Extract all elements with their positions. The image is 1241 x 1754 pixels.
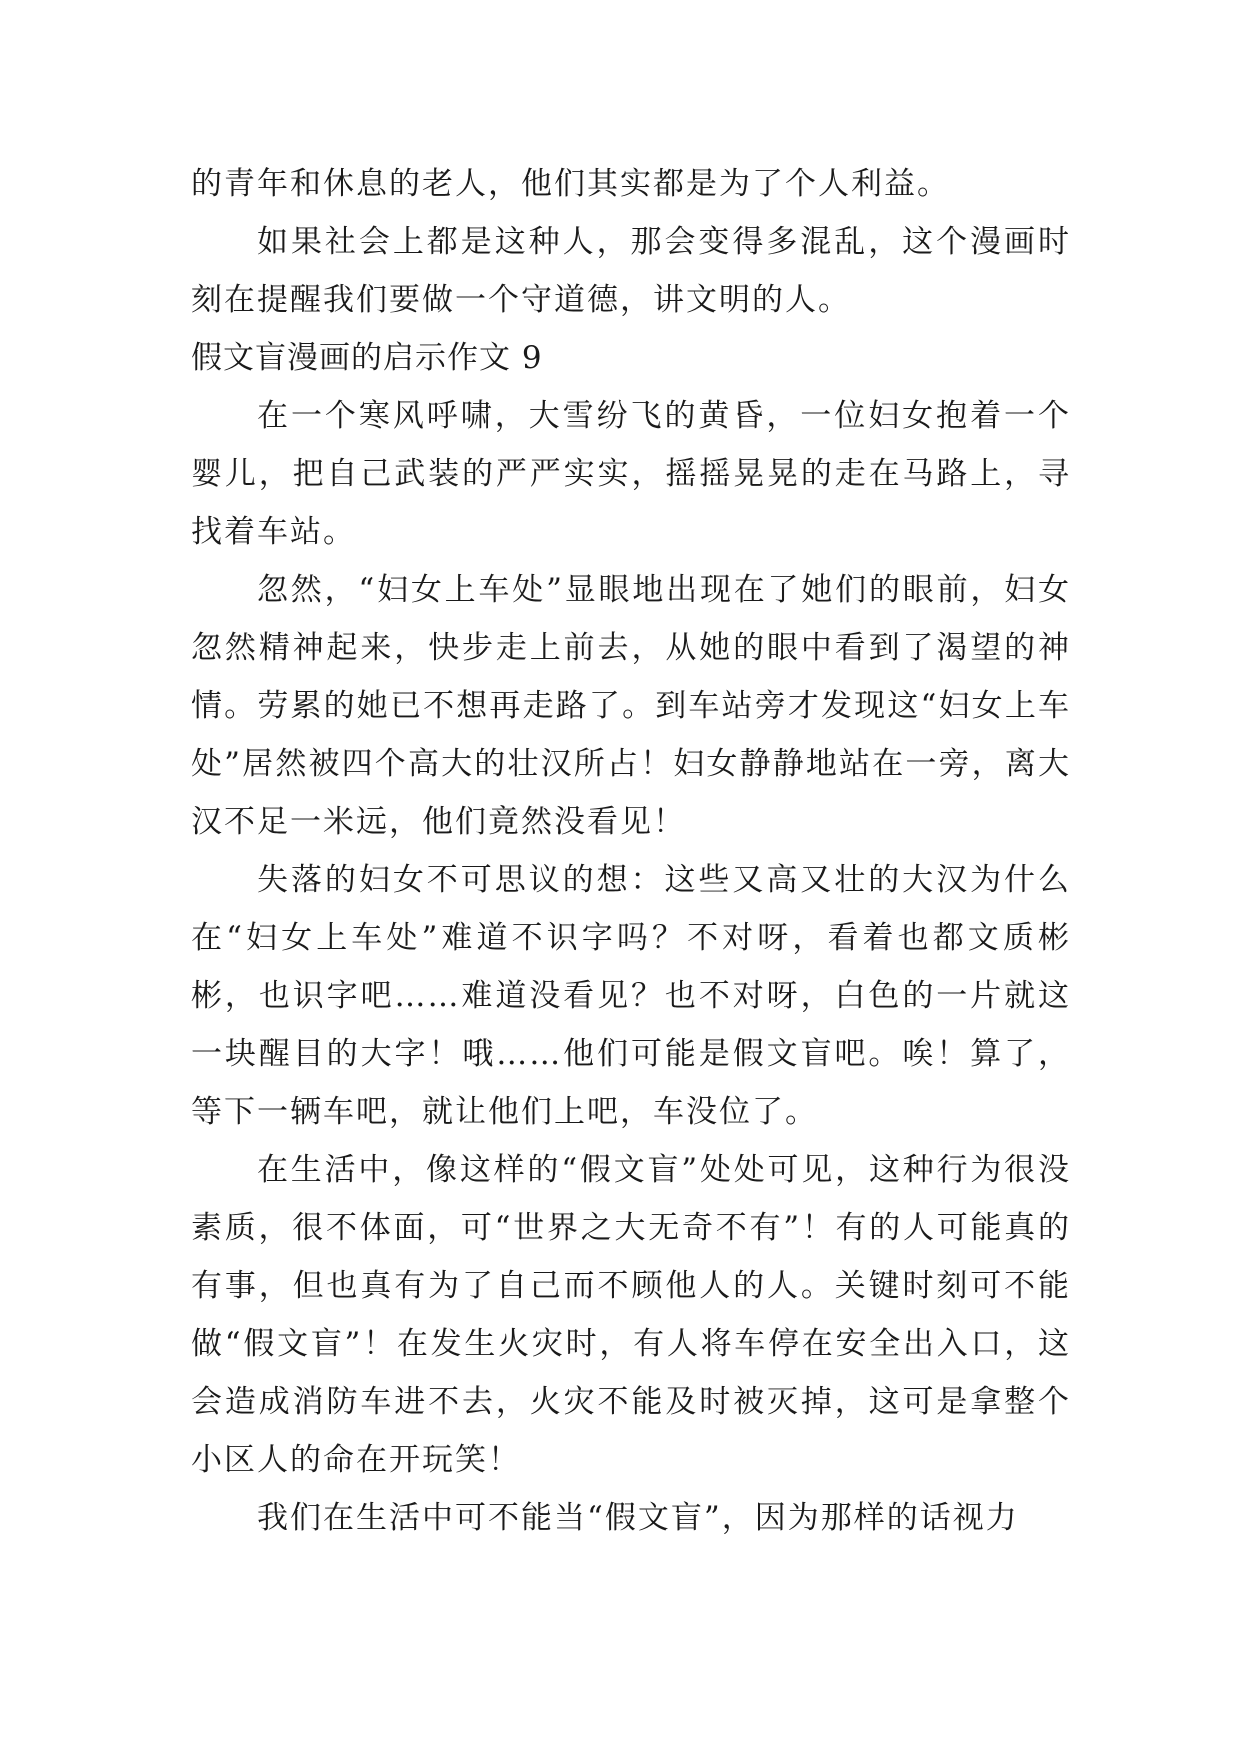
paragraph: 忽然，“妇女上车处”显眼地出现在了她们的眼前，妇女忽然精神起来，快步走上前去，从她的眼中看到了渴望的神情。劳累的她已不想再走路了。到车站旁才发现这“妇女上车处”居然被四个高大的壮汉所占！妇女静静地站在一旁，离大汉不足一米远，他们竟然没看见！ — [191, 572, 1071, 840]
paragraph: 在生活中，像这样的“假文盲”处处可见，这种行为很没素质，很不体面，可“世界之大无奇不有”！有的人可能真的有事，但也真有为了自己而不顾他人的人。关键时刻可不能做“假文盲”！在发生火灾时，有人将车停在安全出入口，这会造成消防车进不去，火灾不能及时被灭掉，这可是拿整个小区人的命在开玩笑！ — [191, 1152, 1071, 1478]
paragraph: 我们在生活中可不能当“假文盲”，因为那样的话视力 — [257, 1500, 1019, 1536]
document-page — [191, 155, 1071, 1547]
paragraph: 如果社会上都是这种人，那会变得多混乱，这个漫画时刻在提醒我们要做一个守道德，讲文明的人。 — [191, 224, 1071, 318]
paragraph: 失落的妇女不可思议的想：这些又高又壮的大汉为什么在“妇女上车处”难道不识字吗？不对呀，看着也都文质彬彬，也识字吧……难道没看见？也不对呀，白色的一片就这一块醒目的大字！哦……他们可能是假文盲吧。唉！算了，等下一辆车吧，就让他们上吧，车没位了。 — [191, 862, 1071, 1130]
paragraph-continued: 的青年和休息的老人，他们其实都是为了个人利益。 — [191, 166, 950, 202]
section-heading: 假文盲漫画的启示作文 9 — [191, 340, 543, 376]
paragraph: 在一个寒风呼啸，大雪纷飞的黄昏，一位妇女抱着一个婴儿，把自己武装的严严实实，摇摇晃晃的走在马路上，寻找着车站。 — [191, 398, 1071, 550]
